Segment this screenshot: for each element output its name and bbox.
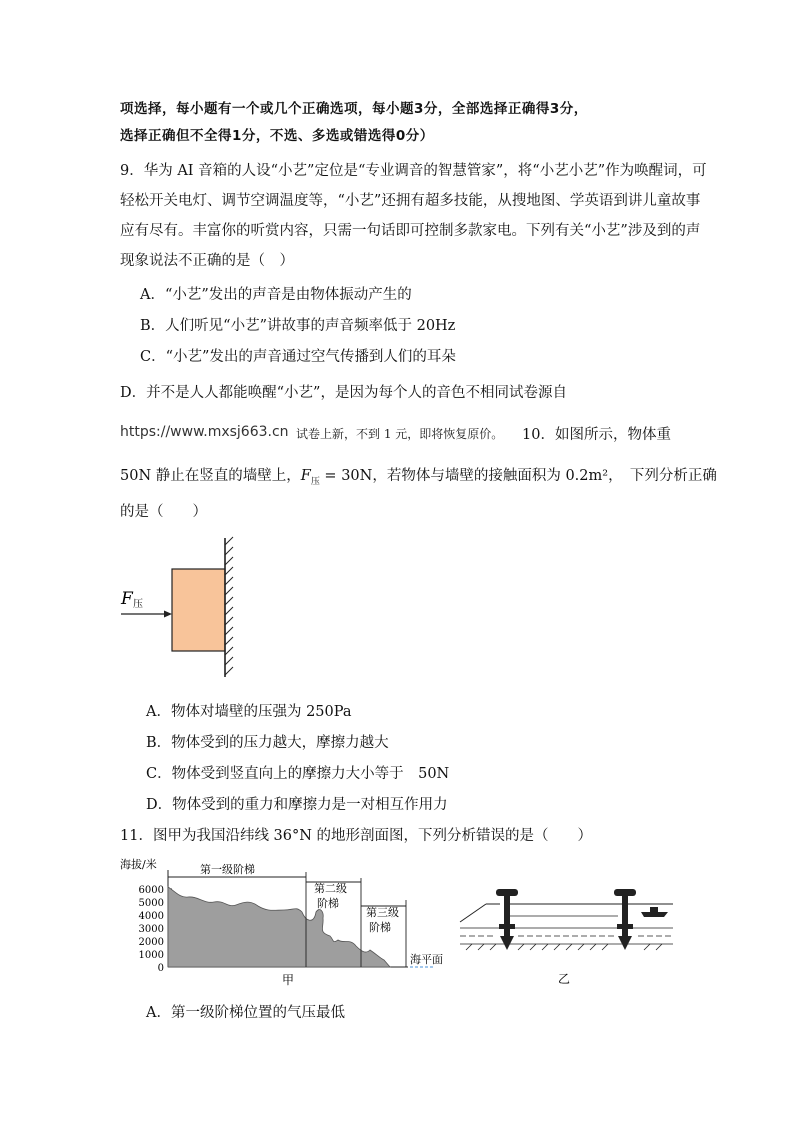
tick-6000: 6000 [138, 885, 164, 896]
left-gate-shaft [504, 896, 510, 936]
q9-stem-line-3: 应有尽有。丰富你的听赏内容，只需一句话即可控制多款家电。下列有关“小艺”涉及到的声 [120, 223, 701, 239]
structure-figure [458, 884, 678, 989]
figure-jia-caption: 甲 [282, 973, 295, 987]
ground-hatching [466, 944, 662, 950]
step-2-label-line-1: 第二级 [314, 882, 347, 895]
terrain-profile-figure [118, 852, 458, 987]
left-gate-arrow-icon [500, 936, 514, 950]
tick-5000: 5000 [138, 898, 164, 909]
q10-stem-line-2 [120, 464, 717, 487]
right-gate-shaft [622, 896, 628, 936]
sea-level-label: 海平面 [410, 953, 443, 966]
profile-y-label: 海拔/米 [120, 858, 157, 871]
tick-1000: 1000 [138, 950, 164, 961]
q11-stem: 11．图甲为我国沿纬线 36°N 的地形剖面图，下列分析错误的是（ ） [120, 828, 593, 844]
instructions-line-1: 项选择，每小题有一个或几个正确选项，每小题3分，全部选择正确得3分， [120, 101, 588, 117]
watermark-notice: 试卷上新，不到 1 元，即将恢复原价。 [296, 427, 504, 441]
q10-stem-line-3: 的是（ ） [120, 504, 207, 520]
q9-stem-line-4: 现象说法不正确的是（ ） [120, 253, 294, 269]
q9-option-a: A．“小艺”发出的声音是由物体振动产生的 [140, 287, 412, 303]
q10-option-d: D．物体受到的重力和摩擦力是一对相互作用力 [146, 797, 448, 813]
object-block [172, 569, 225, 651]
left-bank [460, 904, 486, 922]
terrain-profile-area [168, 887, 390, 967]
step-2-label-line-2: 阶梯 [317, 897, 339, 910]
right-gate-arrow-icon [618, 936, 632, 950]
step-3-label-line-1: 第三级 [366, 906, 399, 919]
watermark-url: https://www.mxsj663.cn [120, 424, 289, 440]
q10-stem-line-2a: 50N 静止在竖直的墙壁上， [120, 468, 301, 484]
figure-yi-caption: 乙 [558, 972, 571, 986]
tick-3000: 3000 [138, 924, 164, 935]
right-gate-top [614, 889, 636, 896]
step-3-label-line-2: 阶梯 [369, 921, 391, 934]
figure-force-subscript: 压 [133, 599, 143, 610]
force-arrowhead [164, 611, 172, 618]
force-subscript: 压 [310, 476, 320, 487]
q11-option-a: A．第一级阶梯位置的气压最低 [146, 1005, 345, 1021]
q9-stem-line-1: 9．华为 AI 音箱的人设“小艺”定位是“专业调音的智慧管家”，将“小艺小艺”作为唤醒词，可 [120, 163, 707, 179]
tick-4000: 4000 [138, 911, 164, 922]
figure-force-label: F [121, 589, 133, 609]
tick-2000: 2000 [138, 937, 164, 948]
q9-option-d: D．并不是人人都能唤醒“小艺”，是因为每个人的音色不相同试卷源自 [120, 385, 567, 401]
q10-stem-line-1: 10．如图所示，物体重 [522, 427, 671, 443]
q10-option-a: A．物体对墙壁的压强为 250Pa [146, 704, 352, 720]
left-gate-top [496, 889, 518, 896]
q9-option-b: B．人们听见“小艺”讲故事的声音频率低于 20Hz [140, 318, 456, 334]
q10-option-b: B．物体受到的压力越大，摩擦力越大 [146, 735, 389, 751]
q9-stem-line-2: 轻松开关电灯、调节空调温度等，“小艺”还拥有超多技能，从搜地图、学英语到讲儿童故事 [120, 193, 701, 209]
q10-stem-line-2b: = 30N，若物体与墙壁的接触面积为 0.2m²， 下列分析正确 [319, 468, 717, 484]
water-lines [460, 928, 673, 944]
tick-0: 0 [157, 963, 164, 974]
q10-figure [115, 535, 245, 680]
boat-icon [641, 912, 668, 917]
instructions-line-2: 选择正确但不全得1分，不选、多选或错选得0分） [120, 128, 434, 144]
q9-option-c: C．“小艺”发出的声音通过空气传播到人们的耳朵 [140, 349, 456, 365]
step-1-label: 第一级阶梯 [200, 863, 255, 876]
force-symbol: F [300, 468, 311, 484]
wall-hatching [225, 537, 233, 675]
q10-option-c: C．物体受到竖直向上的摩擦力大小等于 50N [146, 766, 450, 782]
